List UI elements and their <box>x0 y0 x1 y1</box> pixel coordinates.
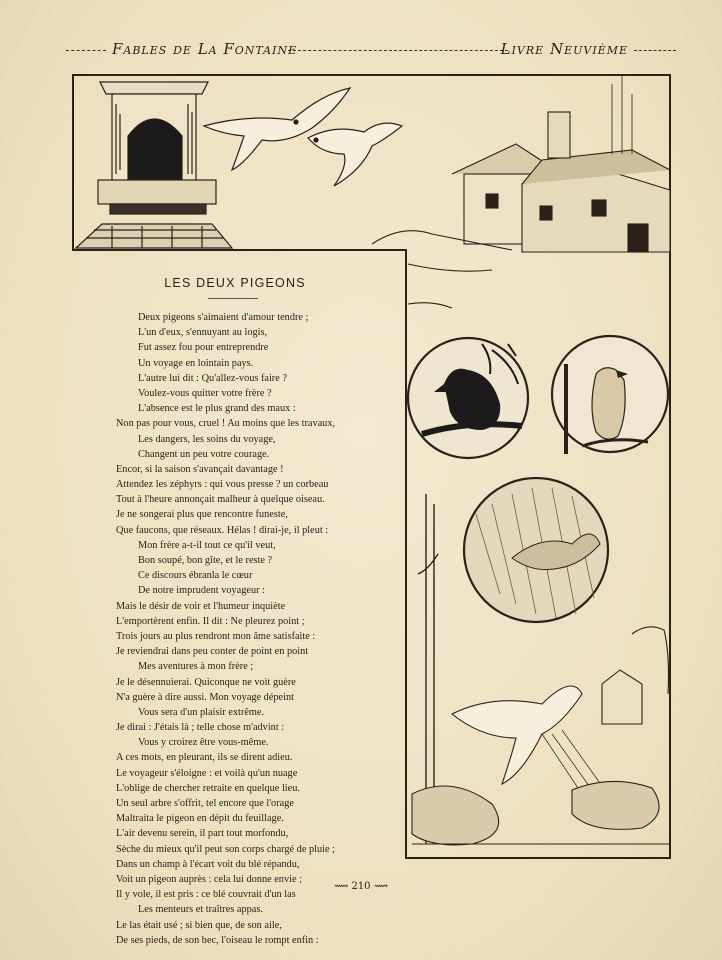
poem-line: Fut assez fou pour entreprendre <box>138 342 269 354</box>
poem-line: Vous y croirez être vous-même. <box>138 737 269 749</box>
folio-ornament-right: ⟿ <box>370 881 389 892</box>
poem-line: Le las était usé ; si bien que, de son aile, <box>116 919 282 931</box>
poem-line: Il y vole, il est pris : ce blé couvrait d'un las <box>116 889 296 901</box>
header-rule-center <box>288 50 508 51</box>
poem-line: Le voyageur s'éloigne : et voilà qu'un nuage <box>116 767 298 779</box>
poem-line: L'autre lui dit : Qu'allez-vous faire ? <box>138 372 287 384</box>
poem-line: Dans un champ à l'écart voit du blé répandu, <box>116 858 300 870</box>
poem-line: Non pas pour vous, cruel ! Au moins que les travaux, <box>116 418 336 430</box>
poem-line: Mon frère a-t-il tout ce qu'il veut, <box>138 539 276 551</box>
folio-ornament-left: ⟿ <box>333 881 352 892</box>
fable-title: LES DEUX PIGEONS <box>164 276 306 290</box>
poem-line: De notre imprudent voyageur : <box>138 585 265 597</box>
poem-line: Voit un pigeon auprès : cela lui donne envie ; <box>116 873 302 885</box>
poem-line: Vous sera d'un plaisir extrême. <box>138 706 265 718</box>
poem-line: Trois jours au plus rendront mon âme satisfaite : <box>116 630 316 642</box>
poem-line: Sèche du mieux qu'il peut son corps chargé de pluie ; <box>116 843 335 855</box>
poem-line: L'oblige de chercher retraite en quelque lieu. <box>116 782 300 794</box>
poem-line: L'emportèrent enfin. Il dit : Ne pleurez point ; <box>116 615 305 627</box>
poem-line: Je le désennuierai. Quiconque ne voit guère <box>116 676 296 688</box>
header-rule-left <box>66 50 106 51</box>
poem-line: Mais le désir de voir et l'humeur inquiète <box>116 600 286 612</box>
crow-on-branch-icon <box>408 338 528 458</box>
poem-line: L'air devenu serein, il part tout morfondu, <box>116 828 289 840</box>
title-rule <box>208 298 258 299</box>
poem-line: Je reviendrai dans peu conter de point en point <box>116 646 309 658</box>
poem-line: Bon soupé, bon gîte, et le reste ? <box>138 555 273 566</box>
poem-line: Un seul arbre s'offrit, tel encore que l'orage <box>116 798 294 809</box>
poem-line: Les menteurs et traîtres appas. <box>138 904 263 916</box>
poem-line: Voulez-vous quitter votre frère ? <box>138 387 272 399</box>
flying-doves-icon <box>204 88 402 186</box>
poem-line: L'absence est le plus grand des maux : <box>138 403 296 415</box>
poem-line: Changent un peu votre courage. <box>138 448 270 460</box>
poem-line: L'un d'eux, s'ennuyant au logis, <box>138 327 268 339</box>
poem-line: Maltraita le pigeon en dépit du feuillage. <box>116 813 284 825</box>
poem-line: N'a guère à dire aussi. Mon voyage dépeint <box>116 691 294 703</box>
falcon-icon <box>552 336 668 454</box>
dovecote-icon <box>76 82 232 248</box>
pigeon-in-rain-icon <box>464 478 608 622</box>
village-houses-icon <box>372 74 670 308</box>
header-book-title: Fables de La Fontaine <box>112 40 298 58</box>
folio-number: 210 <box>351 881 371 892</box>
poem-line: Attendez les zéphyrs : qui vous presse ? un corbeau <box>116 479 329 491</box>
poem-line: Mes aventures à mon frère ; <box>138 661 254 673</box>
poem-line: A ces mots, en pleurant, ils se dirent adieu. <box>116 752 293 764</box>
header-rule-right <box>634 50 676 51</box>
poem-text <box>116 310 416 948</box>
poem-line: Les dangers, les soins du voyage, <box>138 433 276 445</box>
header-book-section: Livre Neuvième <box>500 40 628 58</box>
poem-line: Que faucons, que réseaux. Hélas ! dirai-je, il pleut : <box>116 524 329 536</box>
poem-line: Je dirai : J'étais là ; telle chose m'advint : <box>116 722 285 734</box>
poem-line: Je ne songerai plus que rencontre funeste, <box>116 509 288 521</box>
poem-line: Encor, si la saison s'avançait davantage ! <box>116 463 284 475</box>
poem-line: Deux pigeons s'aimaient d'amour tendre ; <box>138 312 309 323</box>
poem-line: Tout à l'heure annonçait malheur à quelque oiseau. <box>116 494 325 506</box>
poem-line: De ses pieds, de son bec, l'oiseau le rompt enfin : <box>116 934 319 946</box>
running-header <box>66 40 676 60</box>
poem-line: Ce discours ébranla le cœur <box>138 570 253 582</box>
poem-line: Un voyage en lointain pays. <box>138 357 254 369</box>
page-number <box>0 881 722 892</box>
